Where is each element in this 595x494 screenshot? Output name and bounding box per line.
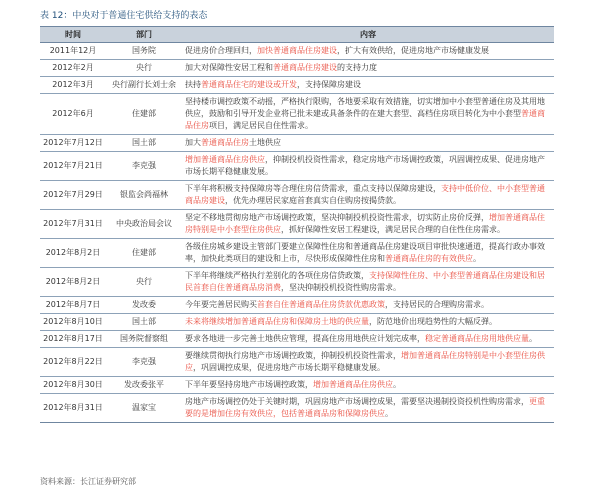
highlight-text: 增加普通商品住房特别是中小套型住房供应 <box>185 213 545 234</box>
highlight-text: 增加普通商品住房特别是中小套型住房供应 <box>185 351 545 372</box>
cell-time: 2012年3月 <box>40 77 106 94</box>
content-text: 加大对保障性安居工程和 <box>185 63 273 72</box>
table-row <box>40 268 554 297</box>
header-time: 时间 <box>40 27 106 43</box>
content-text: ，支持居民的合理购房需求。 <box>385 300 489 309</box>
content-text: 今年要完善居民购买 <box>185 300 257 309</box>
content-text: ，扩大有效供给，促进房地产市场健康发展 <box>337 46 489 55</box>
cell-dept: 银监会尚福林 <box>106 181 182 210</box>
table-row <box>40 314 554 331</box>
cell-dept: 温家宝 <box>106 394 182 423</box>
cell-content <box>182 152 554 181</box>
table-row <box>40 210 554 239</box>
cell-content <box>182 135 554 152</box>
policy-table <box>40 26 554 423</box>
source-note: 资料来源：长江证券研究部 <box>40 477 136 486</box>
header-dept: 部门 <box>106 27 182 43</box>
cell-time: 2012年8月17日 <box>40 331 106 348</box>
table-row <box>40 43 554 60</box>
table-row <box>40 77 554 94</box>
content-text: 坚持楼市调控政策不动摇，严格执行限购，各地要采取有效措施，切实增加中小套型普通住房及其用地供应，鼓励和引导开发企业将已批未建或具备条件的在建大套型、高档住房项目转化为中小套型 <box>185 97 545 118</box>
table-row <box>40 94 554 135</box>
cell-dept: 央行 <box>106 60 182 77</box>
table-row <box>40 377 554 394</box>
highlight-text: 增加普通商品住房供应 <box>185 155 265 164</box>
cell-content <box>182 377 554 394</box>
content-text: 各级住房城乡建设主管部门要建立保障性住房和普通商品住房建设项目审批快速通道，提高行政办事效率，加快此类项目的建设和上市，尽快形成保障性住房和 <box>185 242 545 263</box>
cell-time: 2012年8月30日 <box>40 377 106 394</box>
cell-time: 2012年8月2日 <box>40 239 106 268</box>
content-text: ，防范地价出现趋势性的大幅反弹。 <box>369 317 497 326</box>
cell-content <box>182 60 554 77</box>
cell-time: 2012年7月29日 <box>40 181 106 210</box>
cell-content <box>182 348 554 377</box>
cell-time: 2012年7月31日 <box>40 210 106 239</box>
table-body <box>40 43 554 423</box>
content-text: 。 <box>529 334 537 343</box>
content-text: 。 <box>393 380 401 389</box>
content-text: ，抓好保障性安居工程建设，满足居民合理的自住性住房需求。 <box>281 225 505 234</box>
content-text: 。 <box>385 409 393 418</box>
content-text: 要继续贯彻执行房地产市场调控政策，抑制投机投资性需求， <box>185 351 401 360</box>
content-text: 加大 <box>185 138 201 147</box>
highlight-text: 普通商品住房 <box>201 138 249 147</box>
cell-dept: 中央政治局会议 <box>106 210 182 239</box>
cell-content <box>182 394 554 423</box>
highlight-text: 普通商品住房的有效供应 <box>385 254 473 263</box>
cell-content <box>182 314 554 331</box>
cell-content <box>182 94 554 135</box>
table-row <box>40 239 554 268</box>
table-header-row <box>40 27 554 43</box>
cell-content <box>182 181 554 210</box>
table-row <box>40 297 554 314</box>
cell-dept: 发改委 <box>106 297 182 314</box>
highlight-text: 增加普通商品住房供应 <box>313 380 393 389</box>
cell-dept: 国土部 <box>106 135 182 152</box>
highlight-text: 普通商品住宅的建设或开发 <box>201 80 297 89</box>
content-text: 。 <box>473 254 481 263</box>
table-row <box>40 348 554 377</box>
highlight-text: 普通商品住房建设 <box>273 63 337 72</box>
cell-dept: 发改委张平 <box>106 377 182 394</box>
header-content: 内容 <box>182 27 554 43</box>
content-text: 下半年将继续严格执行差别化的各项住房信贷政策， <box>185 271 369 280</box>
cell-dept: 李克强 <box>106 348 182 377</box>
cell-dept: 国土部 <box>106 314 182 331</box>
highlight-text: 支持保障性住房、中小套型普通商品住房建设和居民首套自住普通商品房消费 <box>185 271 545 292</box>
cell-dept: 央行副行长刘士余 <box>106 77 182 94</box>
table-row <box>40 181 554 210</box>
table-row <box>40 394 554 423</box>
highlight-text: 首套自住普通商品住房贷款优惠政策 <box>257 300 385 309</box>
content-text: ，支持保障房建设 <box>297 80 361 89</box>
cell-time: 2012年8月31日 <box>40 394 106 423</box>
cell-dept: 国务院 <box>106 43 182 60</box>
cell-time: 2012年8月7日 <box>40 297 106 314</box>
cell-content <box>182 239 554 268</box>
cell-dept: 李克强 <box>106 152 182 181</box>
cell-content <box>182 331 554 348</box>
cell-time: 2012年7月12日 <box>40 135 106 152</box>
highlight-text: 普通商品住房 <box>185 109 545 130</box>
content-text: 要求各地进一步完善土地供应管理，提高住房用地供应计划完成率， <box>185 334 425 343</box>
highlight-text: 稳定普通商品住房用地供应量 <box>425 334 529 343</box>
content-text: 扶持 <box>185 80 201 89</box>
table-row <box>40 152 554 181</box>
cell-time: 2012年6月 <box>40 94 106 135</box>
cell-time: 2012年8月22日 <box>40 348 106 377</box>
highlight-text: 未来将继续增加普通商品住房和保障房土地的供应量 <box>185 317 369 326</box>
cell-time: 2012年8月2日 <box>40 268 106 297</box>
table-caption: 表 12：中央对于普通住宅供给支持的表态 <box>40 11 208 21</box>
table-row <box>40 135 554 152</box>
content-text: ，抑制投机投资性需求，稳定房地产市场调控政策，巩固调控成果、促进房地产市场长期平稳健康发展。 <box>185 155 545 176</box>
table-row <box>40 60 554 77</box>
cell-time: 2012年7月21日 <box>40 152 106 181</box>
cell-time: 2012年8月10日 <box>40 314 106 331</box>
cell-dept: 央行 <box>106 268 182 297</box>
content-text: 坚定不移地贯彻房地产市场调控政策，坚决抑制投机投资性需求，切实防止房价反弹， <box>185 213 489 222</box>
cell-dept: 国务院督察组 <box>106 331 182 348</box>
content-text: 下半年将积极支持保障房等合理住房信贷需求，重点支持以保障房建设， <box>185 184 441 193</box>
table-row <box>40 331 554 348</box>
content-text: 的支持力度 <box>337 63 377 72</box>
content-text: ，巩固调控成果，促进房地产市场长期平稳健康发展。 <box>193 363 385 372</box>
highlight-text: 更重要的是增加住房有效供应，包括普通商品房和保障房供应 <box>185 397 545 418</box>
content-text: 土地供应 <box>249 138 281 147</box>
cell-content <box>182 297 554 314</box>
cell-time: 2011年12月 <box>40 43 106 60</box>
cell-content <box>182 210 554 239</box>
cell-content <box>182 43 554 60</box>
content-text: 下半年要坚持房地产市场调控政策， <box>185 380 313 389</box>
cell-dept: 住建部 <box>106 239 182 268</box>
content-text: 促进房价合理回归， <box>185 46 257 55</box>
cell-dept: 住建部 <box>106 94 182 135</box>
highlight-text: 支持中低价位、中小套型普通商品房建设 <box>185 184 545 205</box>
highlight-text: 加快普通商品住房建设 <box>257 46 337 55</box>
cell-content <box>182 268 554 297</box>
content-text: ，坚决抑制投机投资性购房需求。 <box>281 283 401 292</box>
content-text: 房地产市场调控仍处于关键时期，巩固房地产市场调控成果，需要坚决遏制投资投机性购房需求， <box>185 397 529 406</box>
cell-time: 2012年2月 <box>40 60 106 77</box>
content-text: ，优先办理居民家庭首套真实自住购房按揭贷款。 <box>225 196 401 205</box>
content-text: 项目，满足居民自住性需求。 <box>209 121 313 130</box>
cell-content <box>182 77 554 94</box>
